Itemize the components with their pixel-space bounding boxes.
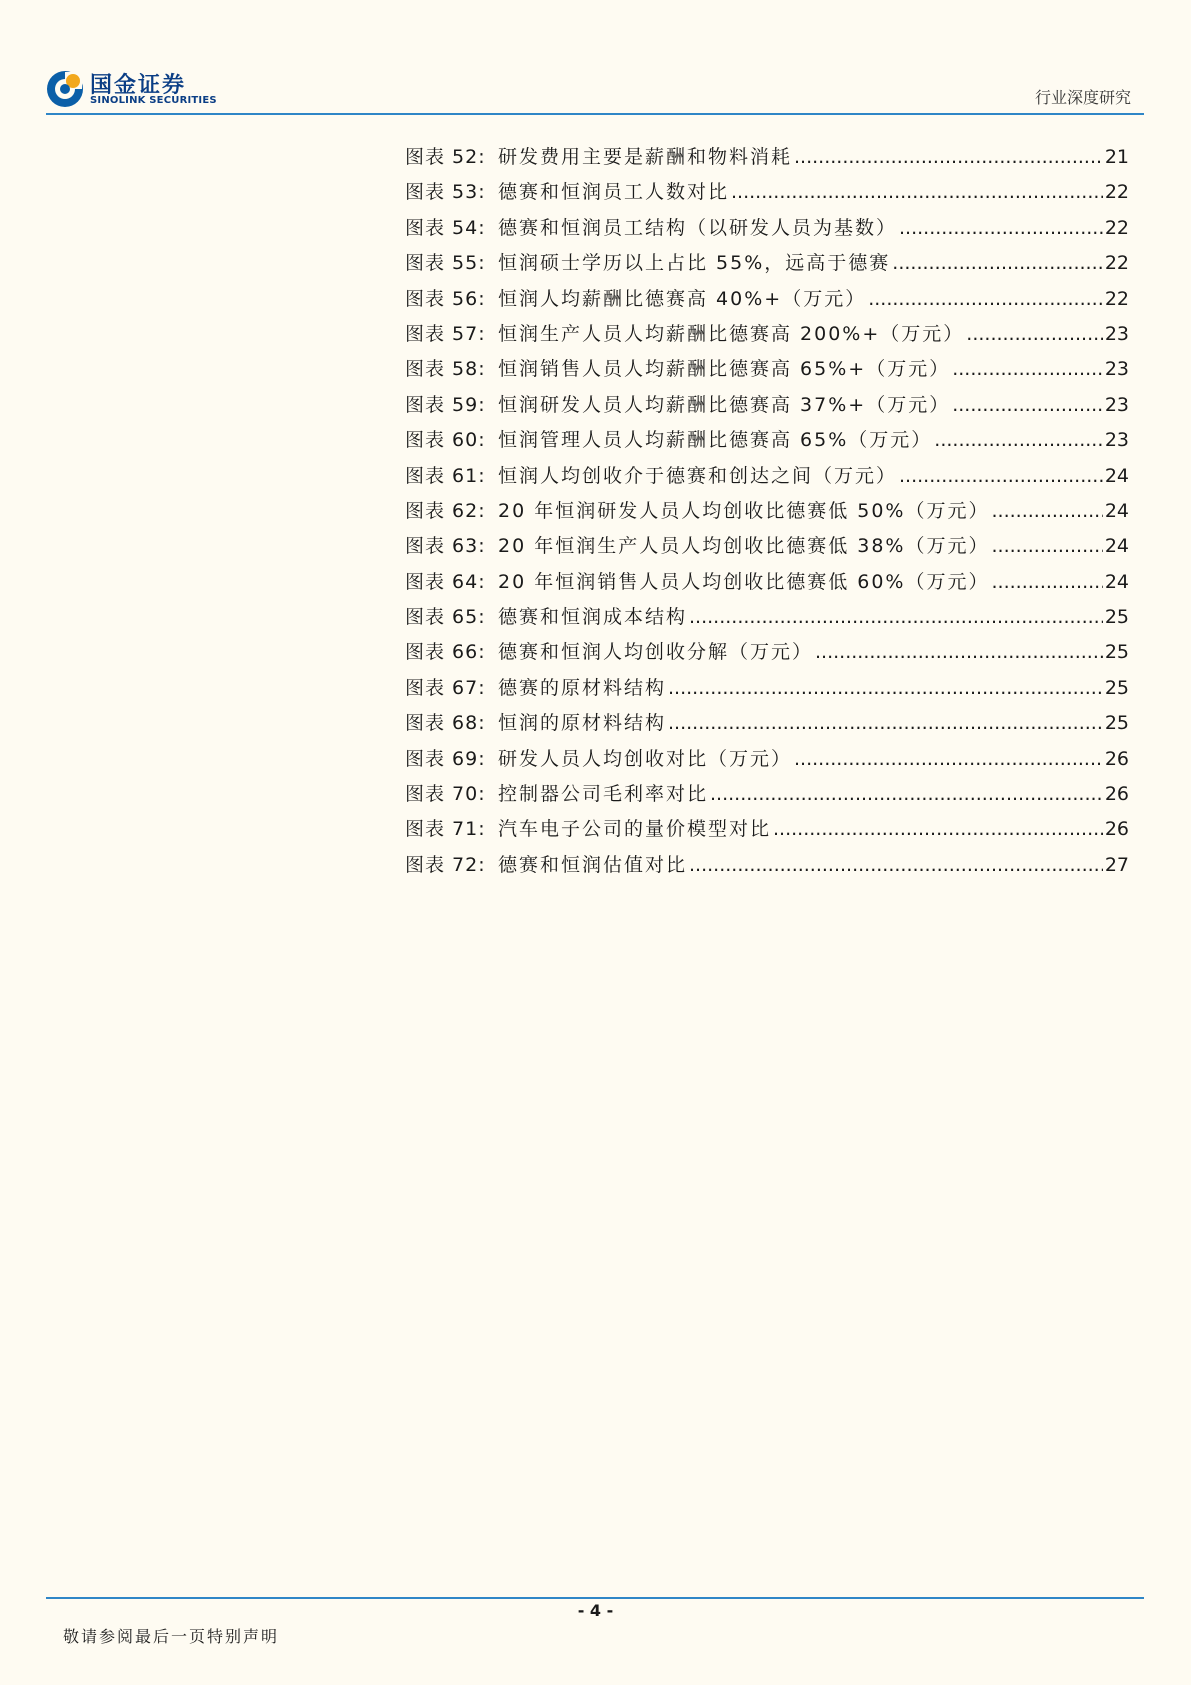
toc-entry-label: 图表 57: <box>405 322 486 345</box>
toc-entry-label: 图表 63: <box>405 535 486 558</box>
toc-leader-dots <box>868 288 1103 310</box>
toc-leader-dots <box>899 465 1103 487</box>
toc-entry[interactable] <box>405 177 1129 212</box>
toc-entry-label: 图表 66: <box>405 641 486 664</box>
page-number: - 4 - <box>577 1601 614 1620</box>
toc-leader-dots <box>992 535 1103 557</box>
logo-chinese-name: 国金证券 <box>90 73 187 98</box>
toc-entry-label: 图表 55: <box>405 252 486 275</box>
toc-entry-title: 恒润生产人员人均薪酬比德赛高 200%+（万元） <box>498 322 965 345</box>
toc-entry-label: 图表 65: <box>405 606 486 629</box>
toc-entry-title: 德赛的原材料结构 <box>498 676 667 699</box>
toc-entry-label: 图表 68: <box>405 712 486 735</box>
toc-entry-page: 24 <box>1104 464 1129 487</box>
toc-entry[interactable] <box>405 567 1129 602</box>
toc-entry[interactable] <box>405 461 1129 496</box>
footer-divider <box>46 1597 1144 1599</box>
toc-leader-dots <box>668 677 1103 699</box>
toc-entry-page: 24 <box>1104 535 1129 558</box>
toc-entry-title: 20 年恒润研发人员人均创收比德赛低 50%（万元） <box>498 499 990 522</box>
toc-entry-label: 图表 53: <box>405 181 486 204</box>
toc-entry[interactable] <box>405 708 1129 743</box>
toc-leader-dots <box>966 323 1103 345</box>
toc-entry-title: 恒润管理人员人均薪酬比德赛高 65%（万元） <box>498 429 933 452</box>
toc-leader-dots <box>794 146 1103 168</box>
toc-entry-page: 26 <box>1104 747 1129 770</box>
toc-entry-page: 24 <box>1104 570 1129 593</box>
toc-entry-label: 图表 72: <box>405 853 486 876</box>
company-logo <box>46 68 216 110</box>
toc-leader-dots <box>899 217 1103 239</box>
toc-entry-label: 图表 70: <box>405 783 486 806</box>
sinolink-logo-icon <box>46 70 84 108</box>
toc-entry-title: 20 年恒润销售人员人均创收比德赛低 60%（万元） <box>498 570 990 593</box>
toc-entry-page: 26 <box>1104 818 1129 841</box>
toc-entry-title: 研发人员人均创收对比（万元） <box>498 747 793 770</box>
logo-english-name: SINOLINK SECURITIES <box>90 95 217 106</box>
toc-entry[interactable] <box>405 425 1129 460</box>
toc-entry-page: 23 <box>1104 358 1129 381</box>
toc-entry[interactable] <box>405 248 1129 283</box>
toc-entry-title: 恒润硕士学历以上占比 55%，远高于德赛 <box>498 252 891 275</box>
toc-entry[interactable] <box>405 531 1129 566</box>
toc-leader-dots <box>710 783 1103 805</box>
toc-entry[interactable] <box>405 390 1129 425</box>
toc-entry[interactable] <box>405 637 1129 672</box>
toc-entry[interactable] <box>405 319 1129 354</box>
toc-entry-title: 恒润人均薪酬比德赛高 40%+（万元） <box>498 287 867 310</box>
toc-entry-label: 图表 54: <box>405 216 486 239</box>
report-type: 行业深度研究 <box>1034 88 1131 107</box>
toc-entry-title: 德赛和恒润人均创收分解（万元） <box>498 641 814 664</box>
toc-entry-page: 26 <box>1104 783 1129 806</box>
toc-leader-dots <box>794 748 1103 770</box>
toc-entry[interactable] <box>405 496 1129 531</box>
toc-entry-label: 图表 52: <box>405 146 486 168</box>
toc-entry-label: 图表 67: <box>405 676 486 699</box>
toc-entry[interactable] <box>405 354 1129 389</box>
toc-leader-dots <box>892 252 1103 274</box>
toc-entry-title: 研发费用主要是薪酬和物料消耗 <box>498 146 793 168</box>
toc-entry-title: 恒润人均创收介于德赛和创达之间（万元） <box>498 464 898 487</box>
toc-entry-page: 25 <box>1104 676 1129 699</box>
toc-entry-label: 图表 60: <box>405 429 486 452</box>
header-divider <box>46 113 1144 115</box>
toc-entry-page: 27 <box>1104 853 1129 876</box>
toc-entry-page: 21 <box>1104 146 1129 168</box>
toc-entry-label: 图表 71: <box>405 818 486 841</box>
toc-entry-label: 图表 61: <box>405 464 486 487</box>
toc-entry-page: 22 <box>1104 252 1129 275</box>
toc-entry-page: 23 <box>1104 393 1129 416</box>
toc-entry-page: 23 <box>1104 429 1129 452</box>
toc-entry-title: 德赛和恒润估值对比 <box>498 853 688 876</box>
table-of-figures <box>405 142 1129 885</box>
toc-leader-dots <box>815 641 1103 663</box>
toc-entry-title: 恒润研发人员人均薪酬比德赛高 37%+（万元） <box>498 393 951 416</box>
toc-entry-page: 24 <box>1104 499 1129 522</box>
toc-entry-title: 德赛和恒润成本结构 <box>498 606 688 629</box>
toc-entry-label: 图表 69: <box>405 747 486 770</box>
toc-leader-dots <box>952 358 1103 380</box>
toc-leader-dots <box>689 606 1103 628</box>
toc-entry-label: 图表 64: <box>405 570 486 593</box>
toc-entry[interactable] <box>405 213 1129 248</box>
toc-entry[interactable] <box>405 673 1129 708</box>
toc-entry[interactable] <box>405 779 1129 814</box>
toc-entry-label: 图表 58: <box>405 358 486 381</box>
footer-disclaimer: 敬请参阅最后一页特别声明 <box>63 1627 280 1646</box>
toc-entry[interactable] <box>405 284 1129 319</box>
toc-entry[interactable] <box>405 142 1129 177</box>
toc-leader-dots <box>773 818 1103 840</box>
toc-entry-label: 图表 62: <box>405 499 486 522</box>
toc-entry-title: 德赛和恒润员工人数对比 <box>498 181 730 204</box>
toc-entry-page: 25 <box>1104 641 1129 664</box>
toc-entry-title: 恒润的原材料结构 <box>498 712 667 735</box>
toc-leader-dots <box>992 571 1103 593</box>
toc-entry-page: 22 <box>1104 287 1129 310</box>
toc-entry-title: 恒润销售人员人均薪酬比德赛高 65%+（万元） <box>498 358 951 381</box>
toc-entry-label: 图表 56: <box>405 287 486 310</box>
toc-entry-page: 22 <box>1104 216 1129 239</box>
toc-leader-dots <box>934 429 1103 451</box>
toc-entry[interactable] <box>405 850 1129 885</box>
toc-leader-dots <box>668 712 1103 734</box>
toc-leader-dots <box>992 500 1103 522</box>
toc-entry[interactable] <box>405 814 1129 849</box>
toc-entry-title: 控制器公司毛利率对比 <box>498 783 709 806</box>
toc-entry-page: 25 <box>1104 606 1129 629</box>
toc-leader-dots <box>731 181 1103 203</box>
toc-entry[interactable] <box>405 744 1129 779</box>
toc-entry-page: 22 <box>1104 181 1129 204</box>
toc-entry-label: 图表 59: <box>405 393 486 416</box>
toc-entry[interactable] <box>405 602 1129 637</box>
toc-entry-title: 德赛和恒润员工结构（以研发人员为基数） <box>498 216 898 239</box>
toc-entry-page: 23 <box>1104 322 1129 345</box>
toc-entry-title: 20 年恒润生产人员人均创收比德赛低 38%（万元） <box>498 535 990 558</box>
toc-entry-title: 汽车电子公司的量价模型对比 <box>498 818 772 841</box>
toc-leader-dots <box>952 394 1103 416</box>
toc-entry-page: 25 <box>1104 712 1129 735</box>
toc-leader-dots <box>689 854 1103 876</box>
